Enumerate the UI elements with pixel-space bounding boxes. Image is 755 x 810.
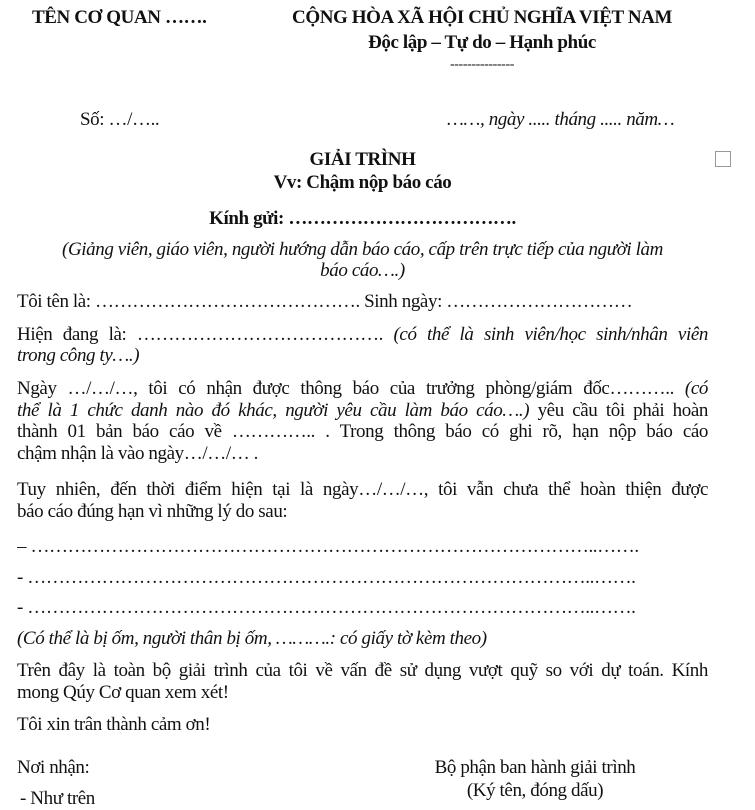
recipients-item: - Như trên — [20, 788, 95, 809]
paragraph-2-line-1: Tuy nhiên, đến thời điểm hiện tại là ngày…/…/…, tôi vẫn chưa thể hoàn thiện được — [17, 479, 708, 500]
thanks-line: Tôi xin trân thành cảm ơn! — [17, 714, 211, 735]
paragraph-2-line-2: báo cáo đúng hạn vì những lý do sau: — [17, 501, 288, 522]
text-italic: (có — [673, 378, 708, 399]
recipient-line: Kính gửi: ………………………………. — [209, 208, 516, 229]
name-line: Tôi tên là: ……………………………………. Sinh ngày: ………………………… — [17, 291, 633, 312]
paragraph-1-line-3: thành 01 bản báo cáo về ………….. . Trong thông báo có ghi rõ, hạn nộp báo cáo — [17, 421, 708, 442]
document-title: GIẢI TRÌNH — [309, 149, 416, 170]
position-note-cont: trong công ty….) — [17, 345, 140, 366]
nation-title: CỘNG HÒA XÃ HỘI CHỦ NGHĨA VIỆT NAM — [292, 7, 672, 28]
motto: Độc lập – Tự do – Hạnh phúc — [368, 32, 596, 53]
paragraph-3-line-2: mong Qúy Cơ quan xem xét! — [17, 682, 229, 703]
text: Ngày …/…/…, tôi có nhận được thông báo của trưởng phòng/giám đốc……….. — [17, 378, 674, 399]
reason-line-2[interactable]: - ………………………………………………………………………………..……. — [17, 567, 636, 588]
position-label: Hiện đang là: …………………………………. — [17, 324, 384, 345]
position-note: (có thể là sinh viên/học sinh/nhân viên — [383, 324, 708, 345]
separator: --------------- — [450, 57, 514, 72]
signer-title: Bộ phận ban hành giải trình — [434, 757, 636, 778]
paragraph-3-line-1: Trên đây là toàn bộ giải trình của tôi về vấn đề sử dụng vượt quỹ so với dự toán. Kính — [17, 660, 708, 681]
paragraph-1-line-2 — [17, 400, 708, 422]
agency-name: TÊN CƠ QUAN ……. — [32, 7, 207, 28]
reason-line-3[interactable]: - ………………………………………………………………………………..……. — [17, 597, 636, 618]
document-subject: Vv: Chậm nộp báo cáo — [273, 172, 452, 193]
checkbox[interactable] — [715, 151, 731, 167]
signer-note: (Ký tên, đóng dấu) — [466, 780, 604, 801]
paragraph-1-line-4: chậm nhận là vào ngày…/…/… . — [17, 443, 259, 464]
document-number: Số: …/….. — [80, 109, 160, 130]
recipient-note-cont: báo cáo….) — [320, 260, 405, 281]
reason-note: (Có thể là bị ốm, người thân bị ốm, ……….: có giấy tờ kèm theo) — [17, 628, 487, 649]
position-line — [17, 324, 708, 346]
reason-line-1[interactable]: – ………………………………………………………………………………..……. — [17, 536, 639, 557]
text: yêu cầu tôi phải hoàn — [529, 400, 709, 421]
text-italic: thể là 1 chức danh nào đó khác, người yêu cầu làm báo cáo….) — [17, 400, 530, 421]
recipient-note: (Giảng viên, giáo viên, người hướng dẫn báo cáo, cấp trên trực tiếp của người làm — [62, 239, 663, 260]
document-date: ……, ngày ..... tháng ..... năm… — [447, 109, 675, 130]
paragraph-1-line-1 — [17, 378, 708, 400]
recipients-label: Nơi nhận: — [17, 757, 90, 778]
